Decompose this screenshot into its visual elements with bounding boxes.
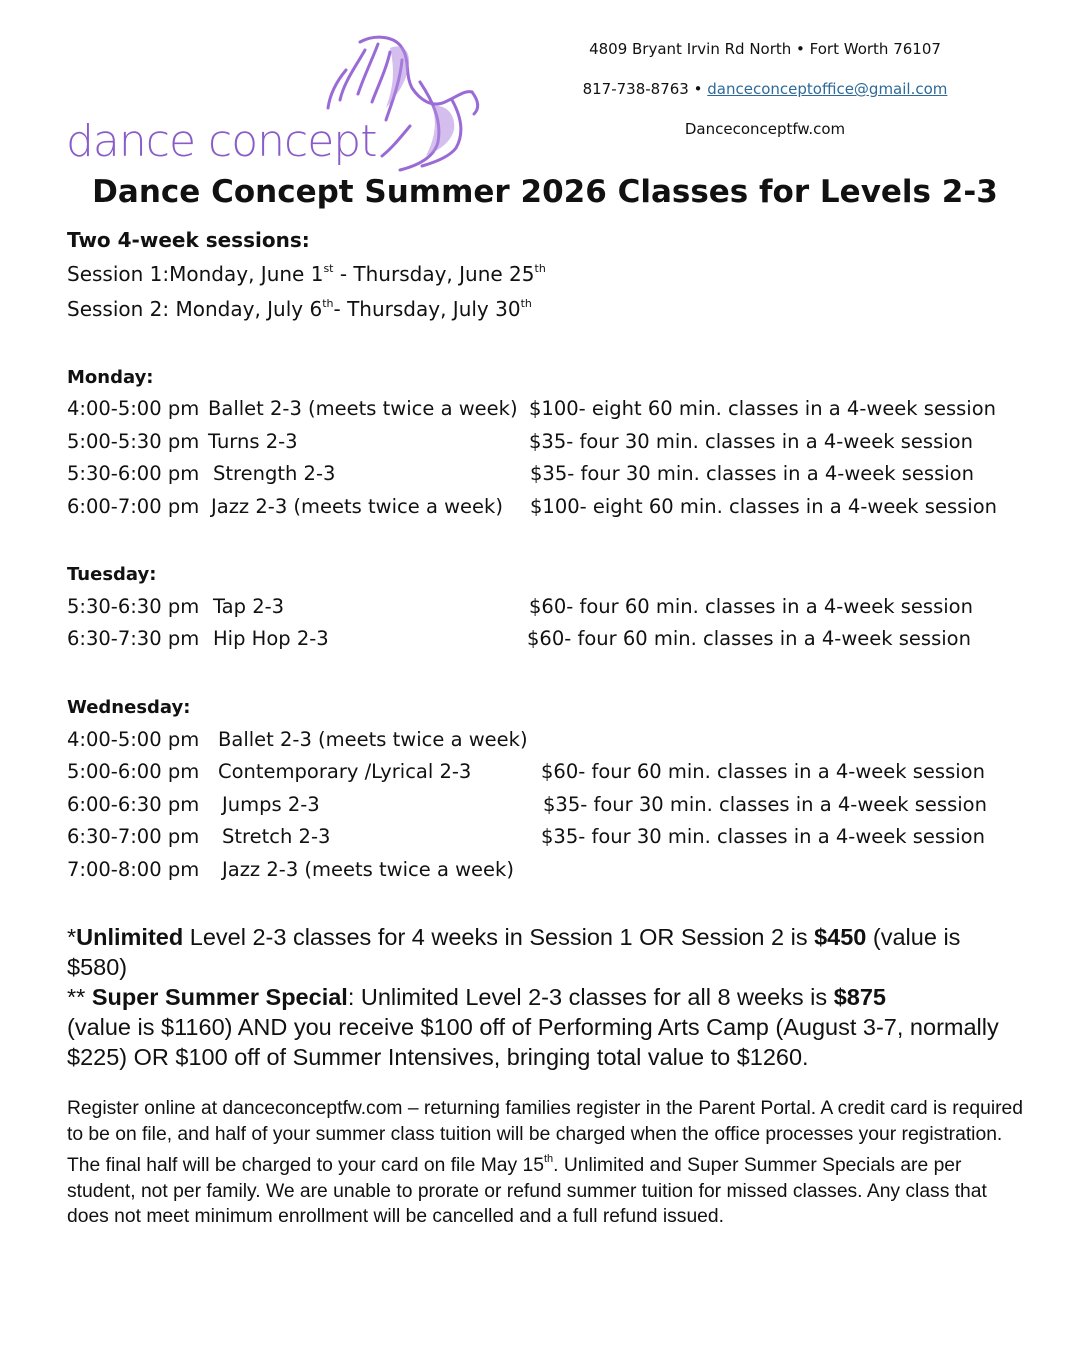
registration-note: Register online at danceconceptfw.com – returning families register in the Parent Portal. A credit card is required to be on file, and half of your summer class tuition will be charged when the office processes your registration. The final half will be charged to your card on file May 15th. Unlimited and Super Summer Specials are per student, not per family. We are unable to prorate or refund summer tuition for missed classes. Any class that does not meet minimum enrollment will be cancelled and a full refund issued. — [67, 1098, 1023, 1227]
flyer-page: dance concept 4809 Bryant Irvin Rd North • Fort Worth 76107 817-738-8763 • danceconceptoffice@gmail.com Danceconceptfw.com Dance Concept Summer 2026 Classes for Levels 2-3 Two 4-week sessions: Session 1:Monday, June 1st - Thursday, June 25th Session 2: Monday, July 6th- Thursday, July 30th Monday: 4:00-5:00 pm Ballet 2-3 (meets twice a week) $100- eight 60 min. classes in a 4-week session 5:00-5:30 pm Turns 2-3 $35- four 30 min. classes in a 4-week session 5:30-6:00 pm Strength 2-3 $35- four 30 min. classes in a 4-week session 6:00-7:00 pm Jazz 2-3 (meets twice a week) $100- eight 60 min. classes in a 4-week session Tuesday: 5:30-6:30 pm Tap 2-3 $60- four 60 min. classes in a 4-week session 6:30-7:30 pm Hip Hop 2-3 $60- four 60 min. classes in a 4-week session Wednesday: 4:00-5:00 pm Ballet 2-3 (meets twice a week) 5:00-6:00 pm Contemporary /Lyrical 2-3 $60- four 60 min. classes in a 4-week session 6:00-6:30 pm Jumps 2-3 $35- four 30 min. classes in a 4-week session 6:30-7:00 pm Stretch 2-3 $35- four 30 min. classes in a 4-week session 7:00-8:00 pm Jazz 2-3 (meets twice a week) *Unlimited Level 2-3 classes for 4 weeks in Session 1 OR Session 2 is $450 (value is $580) ** Super Summer Special: Unlimited Level 2-3 classes for all 8 weeks is $875 (value is $1160) AND you receive $100 off of Performing Arts Camp (August 3-7, normally $225) OR $100 off of Summer Intensives, bringing total value to $1260. Register online at danceconceptfw.com – returning families register in the Parent Portal. A credit card is required to be on file, and half of your summer class tuition will be charged when the office processes your registration. The final half will be charged to your card on file May 15th. Unlimited and Super Summer Specials are per student, not per family. We are unable to prorate or refund summer tuition for missed classes. Any class that does not meet minimum enrollment will be cancelled and a full refund issued. — [0, 0, 1090, 1362]
logo-wordmark: dance concept — [66, 116, 377, 167]
super-summer-special: ** Super Summer Special: Unlimited Level 2-3 classes for all 8 weeks is $875 (value is $1160) AND you receive $100 off of Performing Arts Camp (August 3-7, normally $225) OR $100 off of Summer Intensives, bringing total value to $1260. — [67, 984, 999, 1070]
sessions-heading: Two 4-week sessions: — [67, 228, 310, 252]
page-title: Dance Concept Summer 2026 Classes for Levels 2-3 — [92, 174, 998, 210]
email-link[interactable]: danceconceptoffice@gmail.com — [707, 80, 948, 98]
phone: 817-738-8763 • — [582, 80, 703, 98]
phone-email-line — [540, 80, 990, 98]
address: 4809 Bryant Irvin Rd North • Fort Worth 76107 — [589, 40, 941, 58]
day-heading-wednesday: Wednesday: — [67, 697, 191, 718]
day-heading-tuesday: Tuesday: — [67, 564, 157, 585]
unlimited-special: *Unlimited Level 2-3 classes for 4 weeks in Session 1 OR Session 2 is $450 (value is $580) — [67, 924, 961, 980]
day-heading-monday: Monday: — [67, 367, 154, 388]
website: Danceconceptfw.com — [684, 120, 846, 138]
session-2: Session 2: Monday, July 6th- Thursday, July 30th — [67, 297, 532, 321]
logo — [60, 30, 490, 180]
session-1: Session 1:Monday, June 1st - Thursday, June 25th — [67, 262, 546, 286]
